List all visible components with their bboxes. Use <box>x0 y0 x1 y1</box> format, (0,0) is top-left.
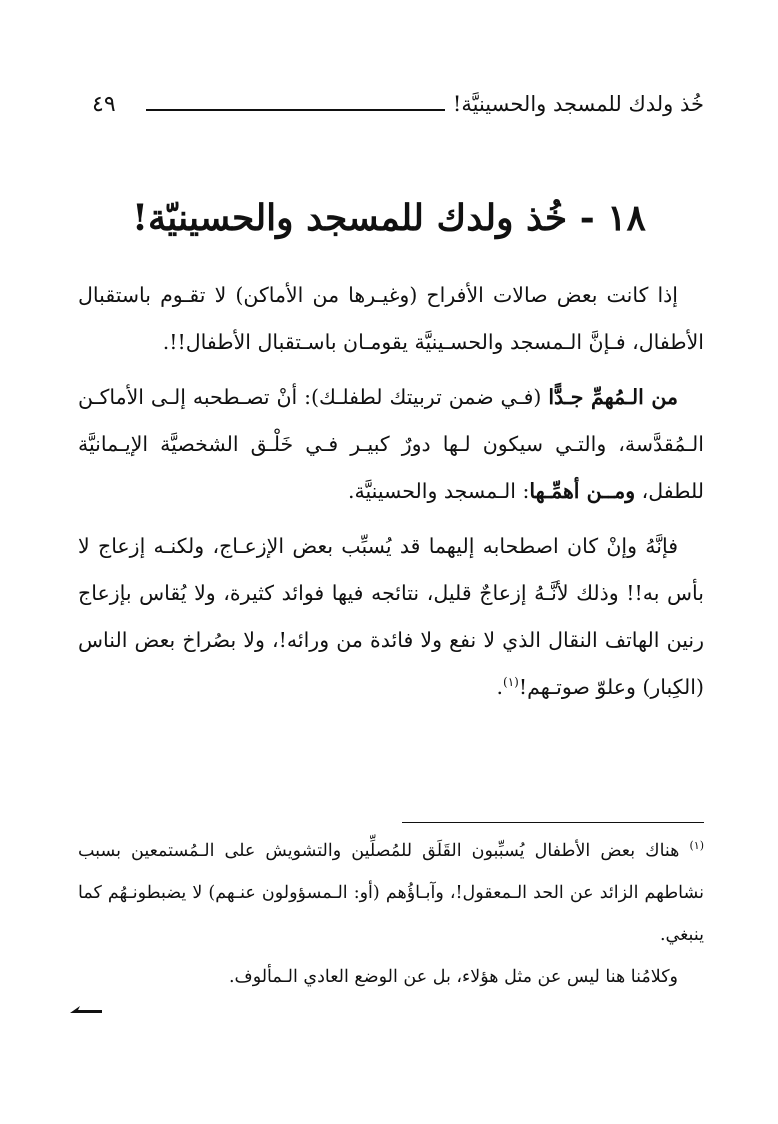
emphasis-most-important: ومــن أهمِّـها <box>529 479 636 503</box>
header-rule <box>146 109 445 111</box>
footnote-marker: (١) <box>689 839 704 853</box>
footnote-1-text: هناك بعض الأطفال يُسبِّبون القَلَق للمُصلِّين والتشويش على الـمُستمعين بسبب نشاطهم الزائد عن الحد الـمعقول!، وآبـاؤُهم (أو: الـمسؤولون عنـهم) لا يضبطونـهُم كما ينبغي. <box>78 841 704 945</box>
paragraph-1: إذا كانت بعض صالات الأفراح (وغيـرها من الأماكن) لا تقـوم باستقبال الأطفال، فـإنَّ الـمسجد والحسـينيَّة يقومـان باسـتقبال الأطفال!!. <box>78 283 704 354</box>
page-number: ٤٩ <box>92 91 116 117</box>
emphasis-important: من الـمُهمِّ جـدًّا <box>548 385 678 409</box>
running-title: خُذ ولدك للمسجد والحسينيَّة! <box>452 92 704 116</box>
paragraph-2-text: (فـي ضمن تربيتك لطفلـك): أنْ تصـطحبه إلـى الأماكـن الـمُقدَّسة، والتـي سيكون لـها دورٌ كبيـر فـي خَلْـق الشخصيَّة الإيـمانيَّة للطفل، <box>78 385 704 503</box>
paragraph-3-end: . <box>496 675 503 699</box>
body-text <box>78 272 704 719</box>
running-header <box>92 84 704 124</box>
footnote-continuation: وكلامُنا هنا ليس عن مثل هؤلاء، بل عن الوضع العادي الـمألوف. <box>228 967 678 987</box>
paragraph-2 <box>78 374 704 515</box>
footnote-1 <box>78 830 704 956</box>
paragraph-3 <box>78 523 704 711</box>
footnotes <box>78 830 704 998</box>
footnote-reference[interactable]: (١) <box>503 675 519 690</box>
paragraph-2-end: : الـمسجد والحسينيَّة. <box>347 479 530 503</box>
footnote-divider <box>402 822 704 823</box>
chapter-title: ١٨ - خُذ ولدك للمسجد والحسينيّة! <box>132 197 646 239</box>
paragraph-3-text: فإنَّهُ وإنْ كان اصطحابه إليهما قد يُسبِّب بعض الإزعـاج، ولكنـه إزعاج لا بأس به!! وذلك لأنَّـهُ إزعاجٌ قليل، نتائجه فيها فوائد كثيرة، ولا يُقاس بإزعاج رنين الهاتف النقال الذي لا نفع ولا فائدة من ورائه!، ولا بصُراخ بعض الناس (الكِبار) وعلوّ صوتـهم! <box>78 534 704 699</box>
left-arrow-icon <box>66 1000 106 1020</box>
